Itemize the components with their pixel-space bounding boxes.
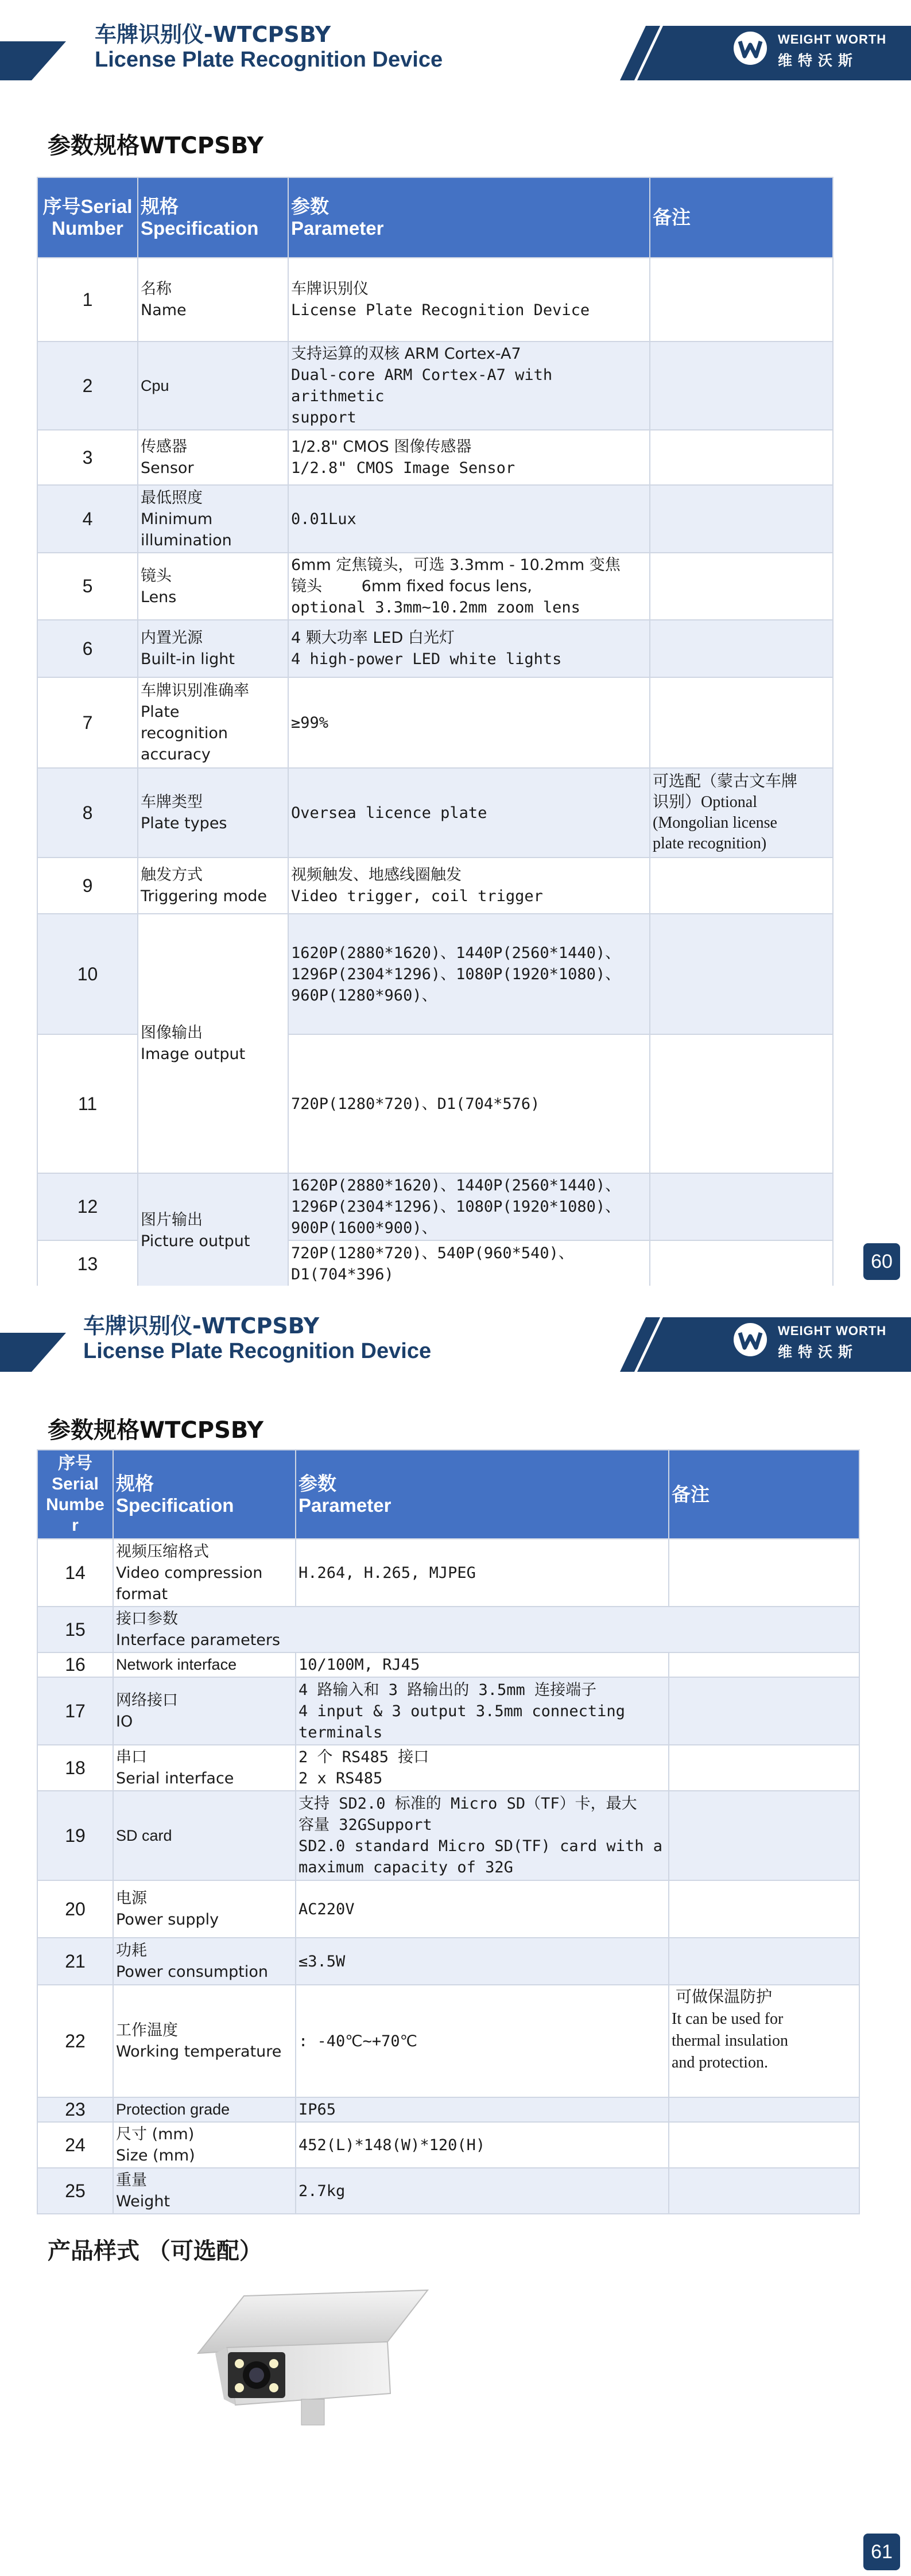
table-row xyxy=(37,430,833,485)
table-cell xyxy=(669,1880,859,1938)
cell-text-line: Working temperature xyxy=(116,2043,282,2061)
table-row xyxy=(37,1791,859,1880)
cell-text-line: 1620P(2880*1620)、1440P(2560*1440)、 xyxy=(291,1177,621,1194)
table-cell xyxy=(138,914,288,1173)
table-row xyxy=(37,677,833,768)
table-row xyxy=(37,620,833,677)
table-cell xyxy=(288,1173,650,1240)
table-row xyxy=(37,1985,859,2097)
table-cell xyxy=(650,768,833,858)
table-cell xyxy=(288,342,650,430)
table-body-2 xyxy=(37,1539,859,2214)
table-cell xyxy=(138,430,288,485)
cell-text-line: Minimum xyxy=(141,510,213,528)
table-cell xyxy=(669,1745,859,1791)
table-row xyxy=(37,2168,859,2214)
cell-text-line: 6mm 定焦镜头，可选 3.3mm - 10.2mm 变焦 xyxy=(291,556,621,574)
col-header-param xyxy=(288,177,650,258)
cell-text-line: 图像输出 xyxy=(141,1024,203,1042)
cell-text-line: Numbe xyxy=(46,1495,104,1514)
table-cell: 18 xyxy=(37,1745,113,1791)
cell-text-line: Triggering mode xyxy=(141,887,268,905)
table-cell xyxy=(650,258,833,342)
table-cell xyxy=(669,1652,859,1677)
logo-text-cn: 维特沃斯 xyxy=(778,1344,859,1360)
logo-text-cn: 维特沃斯 xyxy=(778,52,859,69)
table-cell xyxy=(138,258,288,342)
table-cell xyxy=(288,858,650,914)
cell-text-line: terminals xyxy=(299,1723,383,1741)
cell-text-line: Number xyxy=(52,218,123,239)
table-cell xyxy=(650,620,833,677)
table-cell: 14 xyxy=(37,1539,113,1607)
cell-text-line: Specification xyxy=(116,1494,234,1516)
table-cell xyxy=(138,858,288,914)
cell-text-line: IO xyxy=(116,1713,133,1731)
cell-text-line: D1(704*396) xyxy=(291,1266,394,1283)
table-cell: 22 xyxy=(37,1985,113,2097)
cell-text-line: 重量 xyxy=(116,2171,147,2189)
table-cell xyxy=(138,677,288,768)
cell-text-line: 接口参数 xyxy=(116,1610,178,1628)
table-cell xyxy=(650,1034,833,1173)
cell-text-line: thermal insulation xyxy=(672,2032,788,2050)
table-cell: 10 xyxy=(37,914,138,1034)
col-header-param xyxy=(296,1450,669,1539)
table-cell xyxy=(113,1880,296,1938)
table-cell xyxy=(113,1607,859,1652)
table-cell xyxy=(288,258,650,342)
table-cell xyxy=(650,858,833,914)
title-en: License Plate Recognition Device xyxy=(83,1339,432,1363)
cell-text-line: and protection. xyxy=(672,2054,768,2071)
cell-text-line: 1620P(2880*1620)、1440P(2560*1440)、 xyxy=(291,944,621,962)
cell-text-line: Dual-core ARM Cortex-A7 with arithmetic xyxy=(291,366,553,405)
cell-text-line: maximum capacity of 32G xyxy=(299,1859,513,1876)
cell-text-line: 4 high-power LED white lights xyxy=(291,650,562,668)
table-row xyxy=(37,1938,859,1985)
table-cell xyxy=(288,553,650,620)
cell-text-line: 参数 xyxy=(291,195,329,218)
table-cell: 5 xyxy=(37,553,138,620)
table-cell xyxy=(650,342,833,430)
brand-logo-icon xyxy=(732,30,769,67)
table-cell: 2 xyxy=(37,342,138,430)
table-cell xyxy=(138,620,288,677)
cell-text-line: Built-in light xyxy=(141,650,235,668)
table-cell xyxy=(296,1745,669,1791)
page-number-badge: 60 xyxy=(863,1243,900,1280)
table-cell: IP65 xyxy=(296,2097,669,2122)
table-cell: 3 xyxy=(37,430,138,485)
table-row xyxy=(37,1652,859,1677)
table-row xyxy=(37,1539,859,1607)
cell-text-line: Parameter xyxy=(299,1494,391,1516)
cell-text-line: 串口 xyxy=(116,1748,147,1766)
table-cell xyxy=(669,1677,859,1745)
cell-text-line: Serial interface xyxy=(116,1770,234,1787)
cell-text-line: recognition xyxy=(141,724,228,742)
cell-text-line: 规格 xyxy=(141,195,179,218)
cell-text-line: 序号 xyxy=(58,1453,92,1473)
table-cell: 6 xyxy=(37,620,138,677)
cell-text-line: 参数 xyxy=(299,1472,336,1495)
cell-text-line: Power supply xyxy=(116,1911,219,1929)
cell-text-line: 车牌识别准确率 xyxy=(141,682,249,700)
table-cell xyxy=(138,768,288,858)
table-cell xyxy=(669,2097,859,2122)
table-cell xyxy=(650,430,833,485)
table-cell xyxy=(138,553,288,620)
cell-text-line: 可做保温防护 xyxy=(672,1988,773,2006)
table-cell xyxy=(288,620,650,677)
table-cell: Cpu xyxy=(138,342,288,430)
col-header-spec xyxy=(113,1450,296,1539)
cell-text-line: Interface parameters xyxy=(116,1631,281,1649)
cell-text-line: format xyxy=(116,1585,168,1603)
table-cell xyxy=(669,2168,859,2214)
cell-text-line: Weight xyxy=(116,2193,170,2210)
table-cell: 17 xyxy=(37,1677,113,1745)
table-cell: SD card xyxy=(113,1791,296,1880)
table-cell xyxy=(650,1173,833,1240)
spec-table-1 xyxy=(37,177,834,1288)
brand-logo xyxy=(732,1321,887,1361)
cell-text-line: 序号Serial xyxy=(42,196,133,217)
table-cell: 12 xyxy=(37,1173,138,1240)
table-cell xyxy=(650,553,833,620)
table-cell xyxy=(669,1938,859,1985)
cell-text-line: Name xyxy=(141,301,187,319)
table-cell: 23 xyxy=(37,2097,113,2122)
banner-title xyxy=(95,22,443,72)
cell-text-line: 镜头 6mm fixed focus lens, xyxy=(291,577,533,595)
product-heading: 产品样式 （可选配） xyxy=(48,2238,262,2264)
table-cell xyxy=(138,1173,288,1287)
table-cell xyxy=(650,677,833,768)
table-cell xyxy=(669,1985,859,2097)
table-cell: 720P(1280*720)、D1(704*576) xyxy=(288,1034,650,1173)
table-row xyxy=(37,2122,859,2168)
cell-text-line: Video trigger, coil trigger xyxy=(291,887,543,905)
table-cell: 11 xyxy=(37,1034,138,1173)
cell-text-line: 功耗 xyxy=(116,1942,147,1960)
table-cell: Network interface xyxy=(113,1652,296,1677)
section-heading: 参数规格WTCPSBY xyxy=(48,1417,264,1444)
table-cell: 16 xyxy=(37,1652,113,1677)
cell-text-line: License Plate Recognition Device xyxy=(291,301,590,319)
cell-text-line: 1/2.8" CMOS Image Sensor xyxy=(291,459,515,477)
cell-text-line: Plate types xyxy=(141,814,227,832)
table-cell: 8 xyxy=(37,768,138,858)
cell-text-line: optional 3.3mm~10.2mm zoom lens xyxy=(291,599,580,616)
col-header-number xyxy=(37,177,138,258)
cell-text-line: Image output xyxy=(141,1045,246,1063)
cell-text-line: 视频压缩格式 xyxy=(116,1542,209,1561)
table-row xyxy=(37,768,833,858)
cell-text-line: Video compression xyxy=(116,1564,263,1582)
cell-text-line: 可选配（蒙古文车牌 xyxy=(653,773,798,790)
brand-logo xyxy=(732,30,887,70)
page-61 xyxy=(0,1286,911,2576)
cell-text-line: 1296P(2304*1296)、1080P(1920*1080)、 xyxy=(291,1198,621,1216)
table-cell xyxy=(288,430,650,485)
table-cell xyxy=(113,1539,296,1607)
table-row xyxy=(37,2097,859,2122)
table-cell: 9 xyxy=(37,858,138,914)
cell-text-line: 车牌识别仪 xyxy=(291,280,369,298)
cell-text-line: 传感器 xyxy=(141,438,187,456)
table-cell xyxy=(288,1240,650,1287)
table-cell xyxy=(288,914,650,1034)
table-cell xyxy=(113,1677,296,1745)
cell-text-line: 4 路输入和 3 路输出的 3.5mm 连接端子 xyxy=(299,1681,597,1699)
table-cell: 7 xyxy=(37,677,138,768)
cell-text-line: 960P(1280*960)、 xyxy=(291,986,437,1004)
table-cell: 10/100M, RJ45 xyxy=(296,1652,669,1677)
table-cell xyxy=(669,2122,859,2168)
table-cell xyxy=(113,2122,296,2168)
cell-text-line: 最低照度 xyxy=(141,488,203,507)
table-row xyxy=(37,858,833,914)
col-header-note: 备注 xyxy=(669,1450,859,1539)
table-cell: 4 xyxy=(37,485,138,553)
table-cell xyxy=(113,1985,296,2097)
cell-text-line: 支持运算的双核 ARM Cortex-A7 xyxy=(291,345,521,363)
table-cell: 20 xyxy=(37,1880,113,1938)
table-row xyxy=(37,342,833,430)
cell-text-line: 4 颗大功率 LED 白光灯 xyxy=(291,629,455,647)
table-row xyxy=(37,258,833,342)
cell-text-line: plate recognition) xyxy=(653,835,767,852)
table-cell: ≤3.5W xyxy=(296,1938,669,1985)
table-cell xyxy=(296,1677,669,1745)
table-cell xyxy=(650,914,833,1034)
cell-text-line: 识别）Optional xyxy=(653,793,757,811)
cell-text-line: 720P(1280*720)、540P(960*540)、 xyxy=(291,1244,574,1262)
cell-text-line: 4 input & 3 output 3.5mm connecting xyxy=(299,1702,625,1720)
table-cell: AC220V xyxy=(296,1880,669,1938)
table-cell: 1 xyxy=(37,258,138,342)
brand-logo-icon xyxy=(732,1321,769,1358)
col-header-note: 备注 xyxy=(650,177,833,258)
table-cell xyxy=(138,485,288,553)
header-banner xyxy=(0,17,911,80)
cell-text-line: r xyxy=(72,1515,79,1535)
cell-text-line: (Mongolian license xyxy=(653,814,777,832)
table-row xyxy=(37,485,833,553)
cell-text-line: 900P(1600*900)、 xyxy=(291,1219,437,1237)
table-cell xyxy=(113,2168,296,2214)
table-cell: 452(L)*148(W)*120(H) xyxy=(296,2122,669,2168)
cell-text-line: 网络接口 xyxy=(116,1692,178,1709)
title-cn: 车牌识别仪-WTCPSBY xyxy=(95,22,331,47)
table-cell: 13 xyxy=(37,1240,138,1287)
table-cell xyxy=(296,1791,669,1880)
table-cell xyxy=(113,1745,296,1791)
table-cell: 15 xyxy=(37,1607,113,1652)
table-cell: 2.7kg xyxy=(296,2168,669,2214)
cell-text-line: It can be used for xyxy=(672,2010,784,2028)
table-cell: 0.01Lux xyxy=(288,485,650,553)
table-row xyxy=(37,914,833,1034)
cell-text-line: Lens xyxy=(141,588,177,606)
table-cell: 21 xyxy=(37,1938,113,1985)
cell-text-line: Parameter xyxy=(291,218,384,239)
cell-text-line: 车牌类型 xyxy=(141,793,203,811)
cell-text-line: 支持 SD2.0 标准的 Micro SD（TF）卡，最大 xyxy=(299,1795,637,1813)
title-en: License Plate Recognition Device xyxy=(95,48,443,72)
table-cell xyxy=(669,1791,859,1880)
cell-text-line: 容量 32GSupport xyxy=(299,1816,432,1834)
table-row xyxy=(37,1607,859,1652)
title-cn: 车牌识别仪-WTCPSBY xyxy=(83,1313,320,1339)
banner-title xyxy=(83,1313,431,1364)
cell-text-line: Specification xyxy=(141,218,259,239)
table-cell xyxy=(669,1539,859,1607)
table-body-1 xyxy=(37,258,833,1287)
page-number-badge: 61 xyxy=(863,2534,900,2570)
cell-text-line: Plate xyxy=(141,703,180,721)
cell-text-line: 2 x RS485 xyxy=(299,1770,383,1787)
table-cell: 25 xyxy=(37,2168,113,2214)
cell-text-line: support xyxy=(291,409,356,426)
cell-text-line: 规格 xyxy=(116,1472,154,1495)
col-header-number xyxy=(37,1450,113,1539)
table-row xyxy=(37,553,833,620)
table-row xyxy=(37,1173,833,1240)
section-heading: 参数规格WTCPSBY xyxy=(48,133,264,159)
cell-text-line: Picture output xyxy=(141,1232,250,1250)
col-header-spec xyxy=(138,177,288,258)
cell-text-line: 镜头 xyxy=(141,567,172,585)
table-cell xyxy=(650,1240,833,1287)
cell-text-line: Sensor xyxy=(141,459,194,477)
table-cell: ≥99% xyxy=(288,677,650,768)
table-cell: Oversea licence plate xyxy=(288,768,650,858)
table-cell: 24 xyxy=(37,2122,113,2168)
spec-table-2 xyxy=(37,1449,860,2214)
cell-text-line: 1296P(2304*1296)、1080P(1920*1080)、 xyxy=(291,965,621,983)
table-cell xyxy=(113,1938,296,1985)
table-row xyxy=(37,1745,859,1791)
cell-text-line: accuracy xyxy=(141,746,211,763)
table-cell: Protection grade xyxy=(113,2097,296,2122)
table-header-row xyxy=(37,177,833,258)
table-cell xyxy=(650,485,833,553)
cell-text-line: 触发方式 xyxy=(141,866,203,884)
cell-text-line: 图片输出 xyxy=(141,1211,203,1229)
table-row xyxy=(37,1677,859,1745)
cell-text-line: SD2.0 standard Micro SD(TF) card with a xyxy=(299,1837,662,1855)
cell-text-line: Serial xyxy=(52,1474,99,1493)
cell-text-line: 尺寸 (mm) xyxy=(116,2125,195,2143)
cell-text-line: Size (mm) xyxy=(116,2147,195,2164)
cell-text-line: 2 个 RS485 接口 xyxy=(299,1748,429,1766)
table-row xyxy=(37,1880,859,1938)
camera-product-image xyxy=(192,2284,433,2428)
cell-text-line: 视频触发、地感线圈触发 xyxy=(291,866,462,884)
cell-text-line: 名称 xyxy=(141,280,172,298)
table-cell: : -40℃~+70℃ xyxy=(296,1985,669,2097)
logo-text-en: WEIGHT WORTH xyxy=(778,1324,887,1338)
cell-text-line: 电源 xyxy=(116,1890,147,1907)
header-banner xyxy=(0,1309,911,1372)
cell-text-line: Power consumption xyxy=(116,1963,269,1981)
cell-text-line: 工作温度 xyxy=(116,2022,178,2039)
cell-text-line: 1/2.8" CMOS 图像传感器 xyxy=(291,438,472,456)
page-60 xyxy=(0,0,911,1286)
table-cell: 19 xyxy=(37,1791,113,1880)
table-header-row xyxy=(37,1450,859,1539)
cell-text-line: 内置光源 xyxy=(141,629,203,647)
cell-text-line: illumination xyxy=(141,531,232,549)
logo-text-en: WEIGHT WORTH xyxy=(778,32,887,46)
table-cell: H.264, H.265, MJPEG xyxy=(296,1539,669,1607)
